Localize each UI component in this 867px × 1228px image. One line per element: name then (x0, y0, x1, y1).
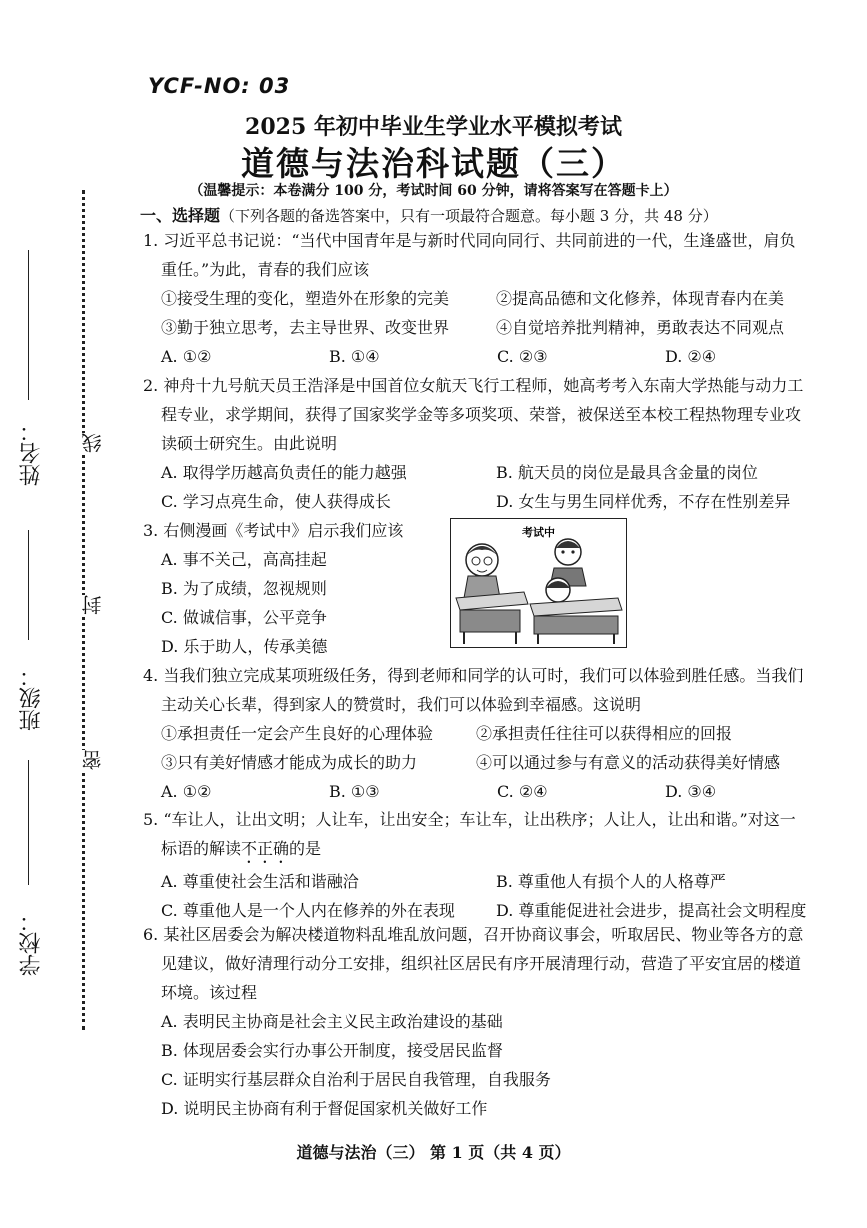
q3-option-b: B. 为了成绩，忽视规则 (161, 579, 327, 598)
exam-notice: （温馨提示：本卷满分 100 分，考试时间 60 分钟，请将答案写在答题卡上） (189, 183, 678, 199)
seal-mark-line: 线 (78, 433, 107, 453)
q1-statements-row2 (143, 313, 833, 342)
question-5 (143, 805, 833, 925)
q1-option-b: B. ①④ (329, 347, 380, 366)
q5-stem-post: 的是 (289, 839, 322, 858)
q4-stem-line1: 4. 当我们独立完成某项班级任务，得到老师和同学的认可时，我们可以体验到胜任感。当我们 (143, 666, 804, 685)
school-label: 学校： (19, 910, 44, 976)
q1-options (143, 342, 833, 371)
section-instruction: （下列各题的备选答案中，只有一项最符合题意。每小题 3 分，共 48 分） (220, 207, 718, 225)
q4-statement-1: ①承担责任一定会产生良好的心理体验 (161, 724, 434, 743)
subject-title: 道德与法治科试题（三） (241, 144, 626, 183)
q2-stem-line2: 程专业，求学期间，获得了国家奖学金等多项奖项、荣誉，被保送至本校工程热物理专业攻 (161, 405, 802, 424)
class-label: 班级： (19, 665, 44, 731)
q5-stem-pre: 标语的解读 (161, 839, 242, 858)
exam-title: 2025 年初中毕业生学业水平模拟考试 (245, 114, 622, 140)
q4-option-a: A. ①② (161, 782, 212, 801)
q1-statements-row1 (143, 284, 833, 313)
q2-option-b: B. 航天员的岗位是最具含金量的岗位 (496, 463, 758, 482)
section-heading: 一、选择题 (140, 206, 221, 225)
q1-option-d: D. ②④ (665, 347, 717, 366)
q4-options (143, 777, 833, 806)
q1-stem-line2: 重任。”为此，青春的我们应该 (161, 260, 370, 279)
q3-option-d: D. 乐于助人，传承美德 (161, 637, 328, 656)
name-blank-line (28, 250, 29, 400)
seal-mark-secret: 密 (78, 750, 107, 770)
q5-stem-emphasis: 不正确 (241, 839, 290, 858)
q5-option-c: C. 尊重他人是一个人内在修养的外在表现 (161, 901, 455, 920)
q2-stem-line1: 2. 神舟十九号航天员王浩泽是中国首位女航天飞行工程师，她高考考入东南大学热能与动力工 (143, 376, 804, 395)
q2-option-a: A. 取得学历越高负责任的能力越强 (161, 463, 407, 482)
q1-option-a: A. ①② (161, 347, 212, 366)
question-1 (143, 226, 833, 371)
q1-option-c: C. ②③ (497, 347, 548, 366)
q5-options-row1 (143, 867, 833, 896)
q3-option-c: C. 做诚信事，公平竞争 (161, 608, 327, 627)
q1-statement-4: ④自觉培养批判精神，勇敢表达不同观点 (496, 318, 785, 337)
q6-stem-line3: 环境。该过程 (161, 983, 258, 1002)
q4-statements-row1 (143, 719, 833, 748)
q4-statement-2: ②承担责任往往可以获得相应的回报 (476, 724, 733, 743)
question-2 (143, 371, 833, 516)
q6-option-d: D. 说明民主协商有利于督促国家机关做好工作 (161, 1099, 488, 1118)
q3-option-a: A. 事不关己，高高挂起 (161, 550, 327, 569)
q5-option-a: A. 尊重使社会生活和谐融洽 (161, 872, 359, 891)
q1-statement-1: ①接受生理的变化，塑造外在形象的完美 (161, 289, 450, 308)
q4-statement-4: ④可以通过参与有意义的活动获得美好情感 (476, 753, 781, 772)
name-label: 姓名： (19, 420, 44, 486)
q3-stem: 3. 右侧漫画《考试中》启示我们应该 (143, 521, 404, 540)
q5-option-b: B. 尊重他人有损个人的人格尊严 (496, 872, 726, 891)
question-4 (143, 661, 833, 806)
q1-statement-2: ②提高品德和文化修养，体现青春内在美 (496, 289, 785, 308)
question-6 (143, 920, 833, 1123)
q5-option-d: D. 尊重能促进社会进步，提高社会文明程度 (496, 901, 807, 920)
q2-option-c: C. 学习点亮生命，使人获得成长 (161, 492, 391, 511)
page-footer: 道德与法治（三） 第 1 页（共 4 页） (296, 1143, 571, 1162)
q6-option-b: B. 体现居委会实行办事公开制度，接受居民监督 (161, 1041, 503, 1060)
q6-option-a: A. 表明民主协商是社会主义民主政治建设的基础 (161, 1012, 503, 1031)
exam-code: YCF-NO: 03 (148, 74, 291, 98)
class-blank-line (28, 530, 29, 640)
q4-option-b: B. ①③ (329, 782, 380, 801)
q2-options-row2 (143, 487, 833, 516)
q4-option-c: C. ②④ (497, 782, 548, 801)
school-blank-line (28, 760, 29, 885)
q2-option-d: D. 女生与男生同样优秀，不存在性别差异 (496, 492, 791, 511)
q5-stem-line2 (143, 834, 833, 867)
q6-stem-line2: 见建议，做好清理行动分工安排，组织社区居民有序开展清理行动，营造了平安宜居的楼道 (161, 954, 802, 973)
cartoon-caption: 考试中 (522, 526, 555, 539)
exam-cartoon-illustration (450, 518, 627, 648)
q4-option-d: D. ③④ (665, 782, 717, 801)
q4-statement-3: ③只有美好情感才能成为成长的助力 (161, 753, 418, 772)
q6-stem-line1: 6. 某社区居委会为解决楼道物料乱堆乱放问题，召开协商议事会，听取居民、物业等各方的意 (143, 925, 804, 944)
q5-stem-line1: 5. “车让人，让出文明；人让车，让出安全；车让车，让出秩序；人让人，让出和谐。”对这一 (143, 810, 796, 829)
q2-stem-line3: 读硕士研究生。由此说明 (161, 434, 338, 453)
q2-options-row1 (143, 458, 833, 487)
seal-mark-seal: 封 (78, 595, 107, 615)
q1-statement-3: ③勤于独立思考，去主导世界、改变世界 (161, 318, 450, 337)
q6-option-c: C. 证明实行基层群众自治利于居民自我管理，自我服务 (161, 1070, 551, 1089)
q4-statements-row2 (143, 748, 833, 777)
section-header (140, 203, 718, 226)
q1-stem-line1: 1. 习近平总书记说：“当代中国青年是与新时代同向同行、共同前进的一代，生逢盛世，肩负 (143, 231, 796, 250)
q4-stem-line2: 主动关心长辈，得到家人的赞赏时，我们可以体验到幸福感。这说明 (161, 695, 642, 714)
